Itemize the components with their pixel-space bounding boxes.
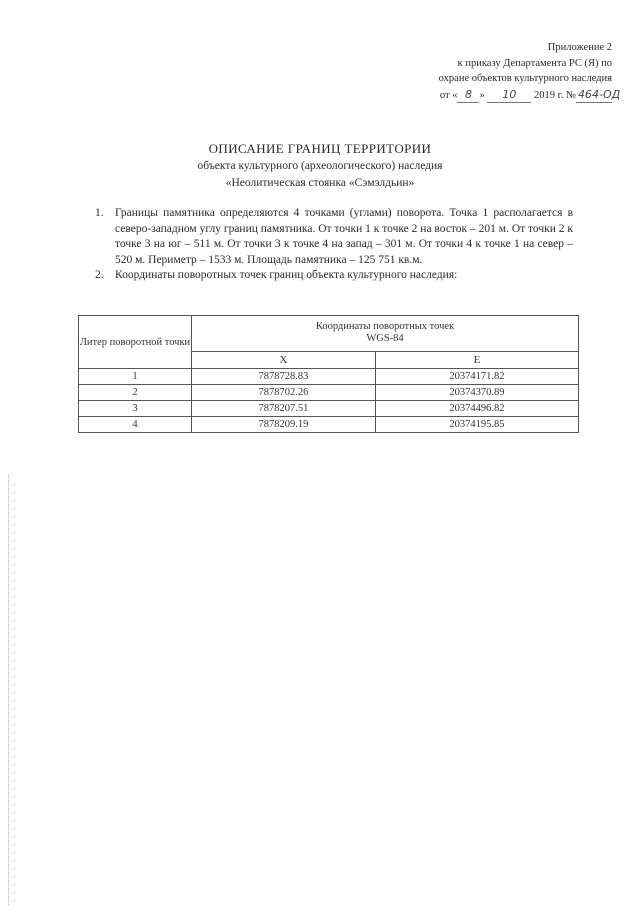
header-e: E [375,351,578,368]
handwritten-month: 10 [487,87,531,104]
list-item-text: Координаты поворотных точек границ объекта культурного наследия: [115,269,458,281]
header-litera: Литер поворотной точки [79,316,192,369]
appendix-header [352,40,621,103]
list-item-number: 2. [95,269,104,281]
cell-x: 7878728.83 [192,369,376,385]
table-row [79,369,579,385]
table-row [79,417,579,433]
header-coordinate-system: WGS-84 [366,333,404,345]
cell-e: 20374195.85 [375,417,578,433]
table-row [79,385,579,401]
cell-x: 7878209.19 [192,417,376,433]
list-item [95,206,573,268]
description-list [95,206,573,284]
title-object-name: «Неолитическая стоянка «Сэмэлдьин» [225,177,415,189]
header-coordinates-title: Координаты поворотных точек [315,321,455,333]
cell-point-id: 4 [79,417,192,433]
cell-e: 20374171.82 [375,369,578,385]
scan-margin-artifact [8,475,10,905]
date-mid: » [479,89,488,101]
list-item [95,268,573,284]
list-item-number: 1. [95,207,104,219]
cell-x: 7878702.26 [192,385,376,401]
date-prefix: от « [439,89,458,101]
cell-e: 20374496.82 [375,401,578,417]
date-year: 2019 г. № [531,89,576,101]
handwritten-order-number: 464-ОД [576,87,612,104]
cell-point-id: 1 [79,369,192,385]
appendix-line3: охране объектов культурного наследия [438,73,612,84]
title-main: ОПИСАНИЕ ГРАНИЦ ТЕРРИТОРИИ [208,141,432,156]
cell-point-id: 3 [79,401,192,417]
cell-x: 7878207.51 [192,401,376,417]
appendix-date-line [352,87,621,104]
header-x: X [192,351,376,368]
appendix-line1: Приложение 2 [547,42,612,53]
table-row [79,401,579,417]
cell-e: 20374370.89 [375,385,578,401]
coordinates-table [78,315,579,433]
document-title [0,140,640,192]
list-item-text: Границы памятника определяются 4 точками (углами) поворота. Точка 1 располагается в северо-западном углу границ памятника. От точки 1 к точке 2 на восток – 201 м. От точки 2 к точке 3 на юг – 511 м. От точки 3 к точке 4 на запад – 301 м. От точки 4 к точке 1 на север – 520 м. Периметр – 1533 м. Площадь памятника – 125 751 кв.м. [115,207,573,266]
header-coordinates [192,316,579,352]
cell-point-id: 2 [79,385,192,401]
title-object-type: объекта культурного (археологического) наследия [197,160,443,172]
handwritten-day: 8 [457,87,479,104]
appendix-line2: к приказу Департамента РС (Я) по [457,57,612,69]
